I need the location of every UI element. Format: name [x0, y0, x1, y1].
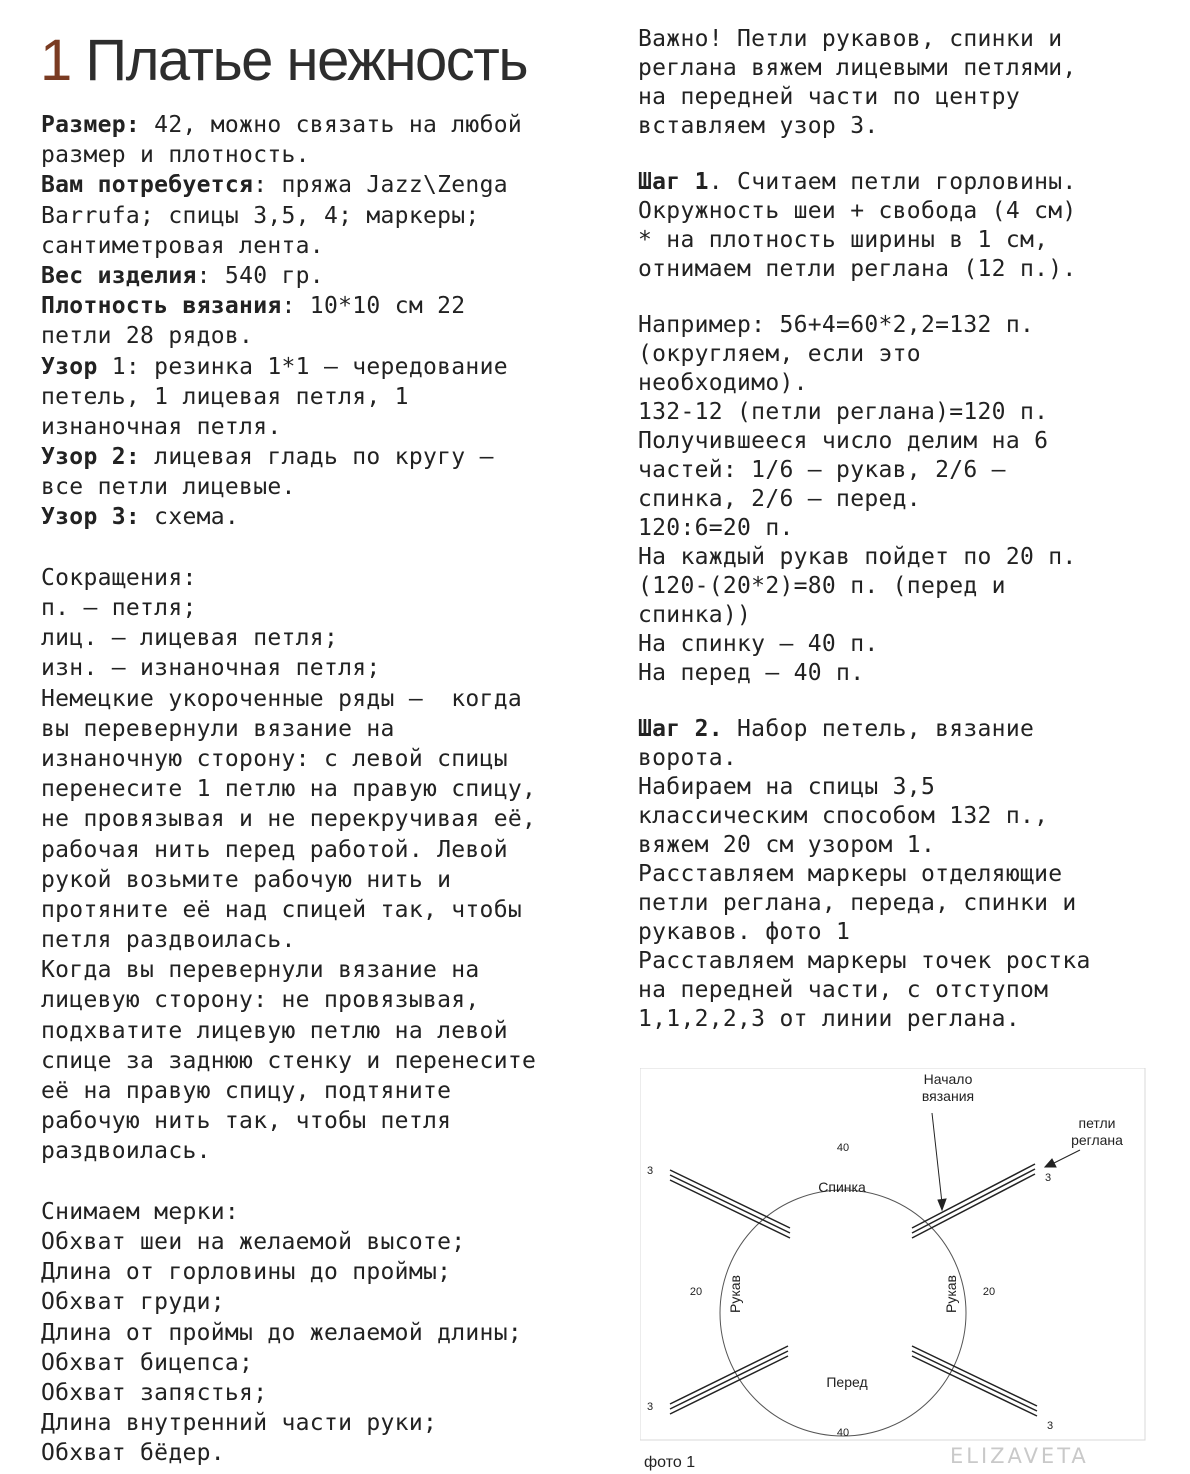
important-line: вставляем узор 3.	[638, 113, 879, 139]
measure-line: Длина от горловины до проймы;	[41, 1259, 452, 1286]
important-line: Важно! Петли рукавов, спинки и	[638, 26, 1063, 52]
step2-line: 1,1,2,2,3 от линии реглана.	[638, 1006, 1020, 1032]
measure-line: Обхват шеи на желаемой высоте;	[41, 1228, 466, 1255]
abbr-line: спице за заднюю стенку и перенесите	[41, 1047, 537, 1074]
example-line: частей: 1/6 – рукав, 2/6 –	[638, 457, 1006, 483]
spec-line: Узор 2: лицевая гладь по кругу –	[41, 444, 494, 471]
count-top: 40	[836, 1142, 850, 1154]
raglan-label-line1: петли	[1078, 1115, 1116, 1131]
spec-line: Плотность вязания: 10*10 см 22	[41, 293, 466, 320]
back-label: Спинка	[818, 1179, 866, 1195]
raglan-count-top-right: 3	[1044, 1172, 1052, 1184]
sleeve-right-label: Рукав	[943, 1275, 959, 1313]
measure-line: Снимаем мерки:	[41, 1198, 240, 1225]
example-line: спинка, 2/6 – перед.	[638, 486, 921, 512]
example-line: 132-12 (петли реглана)=120 п.	[638, 399, 1049, 425]
abbr-line: рукой возьмите рабочую нить и	[41, 866, 452, 893]
step2-line: Расставляем маркеры отделяющие	[638, 861, 1063, 887]
measure-line: Обхват груди;	[41, 1289, 225, 1316]
example-line: необходимо).	[638, 370, 808, 396]
step2-line: Расставляем маркеры точек ростка	[638, 948, 1091, 974]
spec-line: Вес изделия: 540 гр.	[41, 262, 324, 289]
abbr-line: изн. – изнаночная петля;	[41, 655, 381, 682]
raglan-diagram	[640, 1068, 1150, 1473]
specs-block	[41, 110, 601, 533]
raglan-count-bottom-right: 3	[1046, 1420, 1054, 1432]
measurements-block	[41, 1197, 601, 1469]
step2-heading: Шаг 2. Набор петель, вязание	[638, 716, 1035, 742]
spec-line: сантиметровая лента.	[41, 232, 324, 259]
spec-line: Узор 3: схема.	[41, 504, 240, 531]
abbr-line: рабочую нить так, чтобы петля	[41, 1108, 452, 1135]
abbr-line: её на правую спицу, подтяните	[41, 1078, 452, 1104]
abbr-line: лиц. – лицевая петля;	[41, 625, 339, 652]
abbr-line: вы перевернули вязание на	[41, 715, 395, 742]
abbr-line: изнаночную сторону: с левой спицы	[41, 745, 508, 772]
example-line: 120:6=20 п.	[638, 515, 794, 541]
sleeve-left-label: Рукав	[727, 1275, 743, 1313]
example-line: На перед – 40 п.	[638, 660, 865, 686]
example-line: (округляем, если это	[638, 341, 921, 367]
count-right: 20	[982, 1286, 996, 1298]
spec-line: Узор 1: резинка 1*1 – чередование	[41, 353, 508, 380]
example-line: На спинку – 40 п.	[638, 631, 879, 657]
abbr-line: раздвоилась.	[41, 1138, 211, 1165]
photo-caption: фото 1	[644, 1454, 696, 1471]
abbr-line: лицевую сторону: не провязывая,	[41, 987, 480, 1014]
example-block	[638, 311, 1168, 688]
step2-line: вяжем 20 см узором 1.	[638, 832, 936, 858]
step2-line: ворота.	[638, 745, 738, 771]
raglan-count-top-left: 3	[646, 1165, 654, 1177]
left-column	[41, 110, 601, 1468]
spec-line: Barrufa; спицы 3,5, 4; маркеры;	[41, 202, 480, 229]
step2-line: петли реглана, переда, спинки и	[638, 890, 1077, 916]
diagram-frame	[640, 1068, 1145, 1440]
example-line: Например: 56+4=60*2,2=132 п.	[638, 312, 1035, 338]
raglan-label-line2: реглана	[1071, 1132, 1123, 1148]
important-line: реглана вяжем лицевыми петлями,	[638, 55, 1077, 81]
step1-line: * на плотность ширины в 1 см,	[638, 227, 1049, 253]
important-line: на передней части по центру	[638, 84, 1020, 110]
step2-line: Набираем на спицы 3,5	[638, 774, 936, 800]
title-text: Платье нежность	[85, 28, 528, 93]
spec-line: Вам потребуется: пряжа Jazz\Zenga	[41, 172, 508, 199]
spec-line: размер и плотность.	[41, 142, 310, 169]
step2-line: рукавов. фото 1	[638, 919, 851, 945]
abbr-line: рабочая нить перед работой. Левой	[41, 836, 508, 863]
step2-block	[638, 715, 1168, 1034]
spec-line: петель, 1 лицевая петля, 1	[41, 383, 409, 410]
measure-line: Обхват бицепса;	[41, 1349, 254, 1376]
title-number: 1	[40, 28, 71, 93]
example-line: спинка))	[638, 602, 752, 628]
abbr-line: Когда вы перевернули вязание на	[41, 957, 480, 984]
abbr-line: Сокращения:	[41, 564, 197, 591]
step1-heading: Шаг 1. Считаем петли горловины.	[638, 169, 1077, 195]
step1-line: Окружность шеи + свобода (4 см)	[638, 198, 1077, 224]
abbr-line: п. – петля;	[41, 595, 197, 621]
start-label-line2: вязания	[921, 1088, 975, 1104]
front-label: Перед	[826, 1374, 868, 1390]
abbr-line: протяните её над спицей так, чтобы	[41, 896, 523, 923]
abbreviations-block	[41, 563, 601, 1167]
abbr-line: подхватите лицевую петлю на левой	[41, 1017, 508, 1044]
measure-line: Обхват запястья;	[41, 1379, 268, 1406]
example-line: (120-(20*2)=80 п. (перед и	[638, 573, 1006, 599]
important-block	[638, 25, 1168, 141]
watermark: ELIZAVETA	[950, 1444, 1089, 1468]
count-left: 20	[689, 1286, 703, 1298]
step1-block	[638, 168, 1168, 284]
measure-line: Длина внутренний части руки;	[41, 1410, 438, 1437]
abbr-line: петля раздвоилась.	[41, 927, 296, 954]
spec-line: Размер: 42, можно связать на любой	[41, 112, 523, 138]
raglan-count-bottom-left: 3	[646, 1401, 654, 1413]
abbr-line: перенесите 1 петлю на правую спицу,	[41, 776, 537, 803]
start-label-line1: Начало	[923, 1071, 973, 1087]
measure-line: Обхват бёдер.	[41, 1440, 225, 1467]
spec-line: изнаночная петля.	[41, 413, 282, 440]
page-title	[40, 26, 527, 96]
example-line: На каждый рукав пойдет по 20 п.	[638, 544, 1077, 570]
count-bottom: 40	[836, 1427, 850, 1439]
step1-line: отнимаем петли реглана (12 п.).	[638, 256, 1077, 282]
abbr-line: Немецкие укороченные ряды – когда	[41, 685, 523, 712]
spec-line: петли 28 рядов.	[41, 323, 254, 350]
step2-line: на передней части, с отступом	[638, 977, 1049, 1003]
step2-line: классическим способом 132 п.,	[638, 803, 1049, 829]
example-line: Получившееся число делим на 6	[638, 428, 1049, 454]
spec-line: все петли лицевые.	[41, 474, 296, 501]
right-column	[638, 25, 1168, 1034]
measure-line: Длина от проймы до желаемой длины;	[41, 1319, 523, 1346]
abbr-line: не провязывая и не перекручивая её,	[41, 806, 537, 833]
